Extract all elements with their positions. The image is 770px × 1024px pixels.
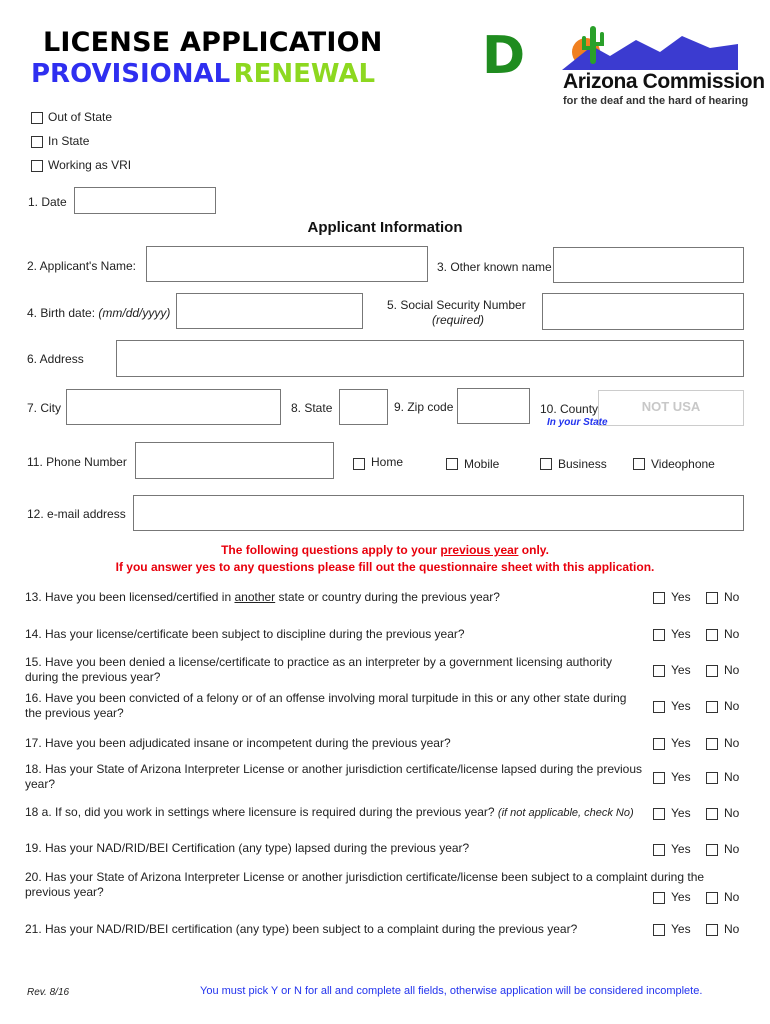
city-label: 7. City <box>27 401 62 415</box>
question-20-no-checkbox[interactable] <box>706 892 718 904</box>
ssn-field[interactable] <box>542 293 744 330</box>
question-17: 17. Have you been adjudicated insane or incompetent during the previous year? <box>25 736 451 750</box>
question-18a-text: 18 a. If so, did you work in settings where licensure is required during the previous year? <box>25 805 498 819</box>
city-field[interactable] <box>66 389 281 425</box>
question-15: 15. Have you been denied a license/certificate to practice as an interpreter by a government licensing authority during the previous year? <box>25 655 613 684</box>
email-label: 12. e-mail address <box>27 507 126 521</box>
question-18-yes-label: Yes <box>671 770 691 784</box>
question-14-yes-label: Yes <box>671 627 691 641</box>
revision-label: Rev. 8/16 <box>27 987 70 998</box>
applicant-name-field[interactable] <box>146 246 428 282</box>
question-17-no-label: No <box>724 736 740 750</box>
date-label: 1. Date <box>28 195 67 209</box>
question-21-yes-checkbox[interactable] <box>653 924 665 936</box>
footer-note: You must pick Y or N for all and complete all fields, otherwise application will be considered incomplete. <box>200 985 703 997</box>
question-13-yes-checkbox[interactable] <box>653 592 665 604</box>
question-14-yes-checkbox[interactable] <box>653 629 665 641</box>
question-13-yes-label: Yes <box>671 590 691 604</box>
notice-pre: The following questions apply to your <box>221 543 441 557</box>
notice-post: only. <box>518 543 549 557</box>
question-14-no-checkbox[interactable] <box>706 629 718 641</box>
applicant-name-label: 2. Applicant's Name: <box>27 259 137 273</box>
question-16-yes-label: Yes <box>671 699 691 713</box>
county-field[interactable]: NOT USA <box>598 390 744 426</box>
birth-date-format: (mm/dd/yyyy) <box>98 306 171 320</box>
address-field[interactable] <box>116 340 744 377</box>
question-13-underline: another <box>234 590 276 604</box>
question-18a-yes-checkbox[interactable] <box>653 808 665 820</box>
question-18-no-label: No <box>724 770 740 784</box>
county-label: 10. County <box>540 402 599 416</box>
question-18-yes-checkbox[interactable] <box>653 772 665 784</box>
question-21-yes-label: Yes <box>671 922 691 936</box>
out-of-state-checkbox[interactable] <box>31 112 43 124</box>
question-17-yes-label: Yes <box>671 736 691 750</box>
phone-videophone-label: Videophone <box>651 457 715 471</box>
question-16-yes-checkbox[interactable] <box>653 701 665 713</box>
phone-field[interactable] <box>135 442 334 479</box>
working-as-vri-checkbox[interactable] <box>31 160 43 172</box>
question-18-no-checkbox[interactable] <box>706 772 718 784</box>
phone-videophone-checkbox[interactable] <box>633 458 645 470</box>
question-19-no-checkbox[interactable] <box>706 844 718 856</box>
phone-home-label: Home <box>371 455 404 469</box>
question-15-no-label: No <box>724 663 740 677</box>
form-subtitle <box>31 59 375 89</box>
question-18a-no-label: No <box>724 806 740 820</box>
ssn-required-note: (required) <box>432 313 485 327</box>
in-state-checkbox[interactable] <box>31 136 43 148</box>
birth-date-label <box>27 306 170 320</box>
question-21-no-label: No <box>724 922 740 936</box>
arizona-commission-logo <box>562 22 738 72</box>
email-field[interactable] <box>133 495 744 531</box>
question-19: 19. Has your NAD/RID/BEI Certification (any type) lapsed during the previous year? <box>25 841 470 855</box>
zip-label: 9. Zip code <box>394 400 454 414</box>
question-19-yes-checkbox[interactable] <box>653 844 665 856</box>
question-18a-yes-label: Yes <box>671 806 691 820</box>
form-title: LICENSE APPLICATION <box>43 27 383 58</box>
working-as-vri-label: Working as VRI <box>48 158 132 172</box>
phone-business-label: Business <box>558 457 607 471</box>
subtitle-renewal: RENEWAL <box>233 59 376 89</box>
ssn-label: 5. Social Security Number <box>387 298 526 312</box>
question-13-no-checkbox[interactable] <box>706 592 718 604</box>
zip-field[interactable] <box>457 388 530 424</box>
question-17-yes-checkbox[interactable] <box>653 738 665 750</box>
county-note: In your State <box>547 417 608 428</box>
question-20: 20. Has your State of Arizona Interpreter License or another jurisdiction certificate/license been subject to a complaint during the previous year? <box>25 870 705 899</box>
other-name-label: 3. Other known name <box>437 260 552 274</box>
in-state-label: In State <box>48 134 90 148</box>
question-18a-note: (if not applicable, check No) <box>497 807 634 819</box>
question-15-yes-checkbox[interactable] <box>653 665 665 677</box>
question-18: 18. Has your State of Arizona Interpreter License or another jurisdiction certificate/license lapsed during the previous year? <box>25 762 643 791</box>
phone-label: 11. Phone Number <box>27 455 127 469</box>
question-14: 14. Has your license/certificate been subject to discipline during the previous year? <box>25 627 465 641</box>
question-18a <box>25 805 655 821</box>
question-20-yes-label: Yes <box>671 890 691 904</box>
question-16: 16. Have you been convicted of a felony or of an offense involving moral turpitude in this or any other state during the previous year? <box>25 691 627 720</box>
question-15-no-checkbox[interactable] <box>706 665 718 677</box>
question-13-no-label: No <box>724 590 740 604</box>
question-19-no-label: No <box>724 842 740 856</box>
question-16-no-label: No <box>724 699 740 713</box>
phone-mobile-label: Mobile <box>464 457 500 471</box>
section-title: Applicant Information <box>307 219 463 236</box>
phone-home-checkbox[interactable] <box>353 458 365 470</box>
birth-date-label-text: 4. Birth date: <box>27 306 99 320</box>
question-13-pre: 13. Have you been licensed/certified in <box>25 590 235 604</box>
question-21: 21. Has your NAD/RID/BEI certification (any type) been subject to a complaint during the previous year? <box>25 922 578 936</box>
category-letter: D <box>482 26 526 86</box>
notice-link: previous year <box>440 543 519 557</box>
question-13 <box>25 590 655 605</box>
other-name-field[interactable] <box>553 247 744 283</box>
question-14-no-label: No <box>724 627 740 641</box>
state-field[interactable] <box>339 389 388 425</box>
question-18a-no-checkbox[interactable] <box>706 808 718 820</box>
date-field[interactable] <box>74 187 216 214</box>
address-label: 6. Address <box>27 352 84 366</box>
logo-tagline: for the deaf and the hard of hearing <box>563 95 749 107</box>
logo-name: Arizona Commission <box>563 70 765 93</box>
question-21-no-checkbox[interactable] <box>706 924 718 936</box>
question-16-no-checkbox[interactable] <box>706 701 718 713</box>
state-label: 8. State <box>291 401 333 415</box>
question-13-post: state or country during the previous year? <box>275 590 500 604</box>
question-15-yes-label: Yes <box>671 663 691 677</box>
phone-mobile-checkbox[interactable] <box>446 458 458 470</box>
question-20-yes-checkbox[interactable] <box>653 892 665 904</box>
question-19-yes-label: Yes <box>671 842 691 856</box>
birth-date-field[interactable] <box>176 293 363 329</box>
phone-business-checkbox[interactable] <box>540 458 552 470</box>
subtitle-provisional: PROVISIONAL <box>31 59 231 89</box>
notice-line2: If you answer yes to any questions please fill out the questionnaire sheet with this application. <box>115 560 655 574</box>
question-20-no-label: No <box>724 890 740 904</box>
out-of-state-label: Out of State <box>48 110 113 124</box>
notice-line1 <box>0 543 770 557</box>
question-17-no-checkbox[interactable] <box>706 738 718 750</box>
